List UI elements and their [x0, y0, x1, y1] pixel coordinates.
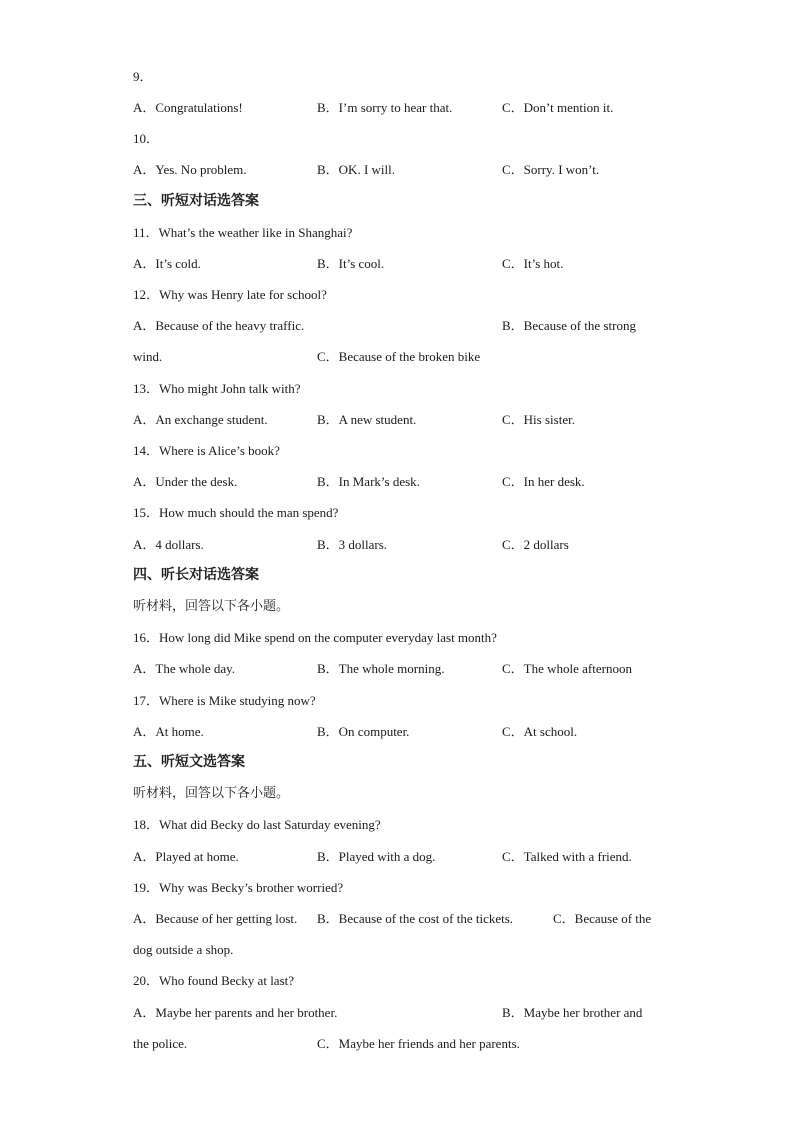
question-15-stem: 15．How much should the man spend? — [133, 505, 339, 520]
question-18-stem: 18．What did Becky do last Saturday evening? — [133, 817, 381, 832]
q11-option-a: A．It’s cold. — [133, 256, 201, 271]
q12-option-b-continuation: wind. — [133, 349, 163, 364]
q10-option-c: C．Sorry. I won’t. — [502, 162, 600, 177]
q16-option-b: B．The whole morning. — [317, 661, 445, 676]
q20-option-c: C．Maybe her friends and her parents. — [317, 1036, 520, 1051]
q20-option-a: A．Maybe her parents and her brother. — [133, 1005, 338, 1020]
question-11-stem: 11．What’s the weather like in Shanghai? — [133, 225, 353, 240]
q10-option-b: B．OK. I will. — [317, 162, 396, 177]
q18-option-a: A．Played at home. — [133, 849, 239, 864]
q13-option-b: B．A new student. — [317, 412, 417, 427]
q17-option-b: B．On computer. — [317, 724, 410, 739]
q18-option-c: C．Talked with a friend. — [502, 849, 632, 864]
section-4-instruction: 听材料，回答以下各小题。 — [133, 599, 290, 614]
q17-option-a: A．At home. — [133, 724, 204, 739]
q16-option-c: C．The whole afternoon — [502, 661, 632, 676]
q15-option-a: A．4 dollars. — [133, 537, 204, 552]
q19-option-b: B．Because of the cost of the tickets. — [317, 911, 514, 926]
question-20-stem: 20．Who found Becky at last? — [133, 973, 295, 988]
question-10-number: 10． — [133, 131, 160, 146]
q14-option-b: B．In Mark’s desk. — [317, 474, 420, 489]
q11-option-c: C．It’s hot. — [502, 256, 564, 271]
q14-option-a: A．Under the desk. — [133, 474, 238, 489]
q9-option-a: A．Congratulations! — [133, 100, 243, 115]
q19-option-c: C．Because of the — [553, 911, 652, 926]
q15-option-b: B．3 dollars. — [317, 537, 388, 552]
section-5-heading: 五、听短文选答案 — [133, 754, 245, 770]
q10-option-a: A．Yes. No problem. — [133, 162, 247, 177]
question-12-stem: 12．Why was Henry late for school? — [133, 287, 327, 302]
question-16-stem: 16．How long did Mike spend on the computer everyday last month? — [133, 630, 497, 645]
q20-option-b: B．Maybe her brother and — [502, 1005, 643, 1020]
question-17-stem: 17．Where is Mike studying now? — [133, 693, 316, 708]
section-4-heading: 四、听长对话选答案 — [133, 567, 259, 583]
q11-option-b: B．It’s cool. — [317, 256, 385, 271]
q12-option-a: A．Because of the heavy traffic. — [133, 318, 305, 333]
section-5-instruction: 听材料，回答以下各小题。 — [133, 786, 290, 801]
q15-option-c: C．2 dollars — [502, 537, 569, 552]
q13-option-c: C．His sister. — [502, 412, 575, 427]
q12-option-c: C．Because of the broken bike — [317, 349, 481, 364]
q19-option-a: A．Because of her getting lost. — [133, 911, 298, 926]
question-13-stem: 13．Who might John talk with? — [133, 381, 301, 396]
q9-option-c: C．Don’t mention it. — [502, 100, 614, 115]
q20-option-b-continuation: the police. — [133, 1036, 188, 1051]
section-3-heading: 三、听短对话选答案 — [133, 193, 259, 209]
q13-option-a: A．An exchange student. — [133, 412, 268, 427]
q16-option-a: A．The whole day. — [133, 661, 236, 676]
q9-option-b: B．I’m sorry to hear that. — [317, 100, 453, 115]
q12-option-b: B．Because of the strong — [502, 318, 636, 333]
q17-option-c: C．At school. — [502, 724, 578, 739]
question-9-number: 9． — [133, 69, 153, 84]
q19-option-c-continuation: dog outside a shop. — [133, 942, 234, 957]
question-14-stem: 14．Where is Alice’s book? — [133, 443, 280, 458]
q14-option-c: C．In her desk. — [502, 474, 585, 489]
question-19-stem: 19．Why was Becky’s brother worried? — [133, 880, 344, 895]
q18-option-b: B．Played with a dog. — [317, 849, 436, 864]
